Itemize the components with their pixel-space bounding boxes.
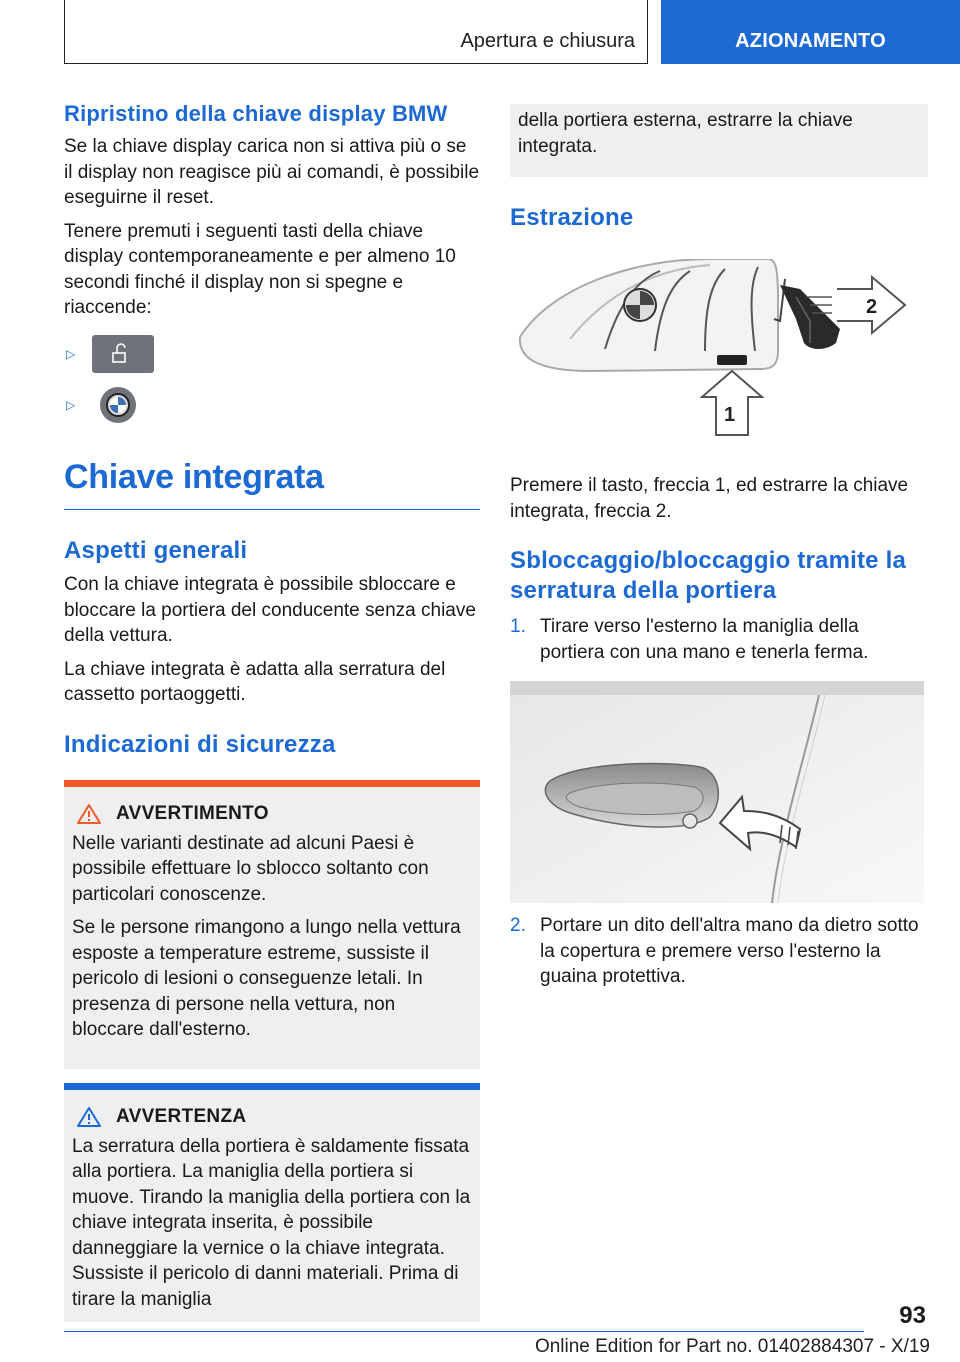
reset-paragraph-1: Se la chiave display carica non si attiva più o se il display non reagisce più ai comandi, è possibile eseguirne il reset. xyxy=(64,136,480,208)
list-item xyxy=(510,614,928,665)
steps-list-2 xyxy=(510,913,928,990)
warning-triangle-icon xyxy=(76,803,102,825)
extract-paragraph: Premere il tasto, freccia 1, ed estrarre la chiave integrata, freccia 2. xyxy=(510,475,909,522)
page-number: 93 xyxy=(899,1302,926,1329)
safety-heading: Indicazioni di sicurezza xyxy=(64,730,336,758)
key-extraction-illustration xyxy=(510,259,928,439)
footer-rule xyxy=(64,1331,864,1332)
footer-edition: Online Edition for Part no. 01402884307 - X/19 xyxy=(534,1336,930,1357)
door-handle-illustration xyxy=(510,681,924,903)
caution-title: AVVERTENZA xyxy=(116,1105,247,1127)
heading-rule xyxy=(64,509,480,511)
warning-title: AVVERTIMENTO xyxy=(116,802,269,824)
unlock-key-button-image xyxy=(92,335,154,373)
bullet-bmw-button xyxy=(64,387,480,423)
caution-paragraph-1: La serratura della portiera è saldamente fissata alla portiera. La maniglia della portiera si muove. Tirando la maniglia della portiera con la chiave integrata inserita, è possibile danneggiare la vernice o la chiave integrata. Sussiste il pericolo di danni materiali. Prima di tirare la maniglia xyxy=(72,1135,471,1310)
right-column xyxy=(510,104,928,998)
figure-label-1: 1 xyxy=(724,404,736,426)
general-paragraph-1: Con la chiave integrata è possibile sbloccare e bloccare la portiera del conducente senza chiave della vettura. xyxy=(64,574,476,646)
caution-continuation: della portiera esterna, estrarre la chiave integrata. xyxy=(518,110,853,157)
main-heading: Chiave integrata xyxy=(64,457,324,496)
header-chapter-tab xyxy=(661,0,960,64)
caution-continuation-box xyxy=(510,104,928,177)
header-section-tab xyxy=(64,0,648,64)
bmw-logo-icon xyxy=(100,387,136,423)
extract-heading: Estrazione xyxy=(510,204,634,231)
step-text: Portare un dito dell'altra mano da dietro sotto la copertura e premere verso l'esterno la guaina protettiva. xyxy=(540,915,919,987)
reset-heading: Ripristino della chiave display BMW xyxy=(64,101,448,126)
bullet-marker: ▷ xyxy=(66,346,76,361)
caution-triangle-icon xyxy=(76,1106,102,1128)
bullet-unlock-button xyxy=(64,335,480,373)
warning-paragraph-1: Nelle varianti destinate ad alcuni Paesi è possibile effettuare lo sblocco soltanto con particolari conoscenze. xyxy=(72,832,429,905)
unlock-icon xyxy=(92,335,154,373)
general-heading: Aspetti generali xyxy=(64,537,248,564)
figure-key-extraction xyxy=(510,259,928,439)
bullet-marker: ▷ xyxy=(66,397,76,412)
chapter-title: AZIONAMENTO xyxy=(735,30,886,52)
general-paragraph-2: La chiave integrata è adatta alla serratura del cassetto portaoggetti. xyxy=(64,658,446,705)
warning-box xyxy=(64,780,480,1069)
list-item xyxy=(510,913,928,990)
reset-paragraph-2: Tenere premuti i seguenti tasti della chiave display contemporaneamente e per almeno 10 secondi finché il display non si spegne e riaccende: xyxy=(64,220,456,318)
lock-heading: Sbloccaggio/bloccaggio tramite la serratura della portiera xyxy=(510,547,907,604)
figure-label-2: 2 xyxy=(866,296,878,318)
warning-title-row xyxy=(72,803,472,825)
warning-paragraph-2: Se le persone rimangono a lungo nella vettura esposte a temperature estreme, sussiste il pericolo di lesioni o conseguenze letali. In presenza di persone nella vettura, non bloccare dall'esterno. xyxy=(72,917,461,1040)
left-column xyxy=(64,100,480,1322)
caution-box xyxy=(64,1083,480,1323)
figure-door-handle xyxy=(510,681,924,903)
steps-list-1 xyxy=(510,614,928,665)
section-title: Apertura e chiusura xyxy=(460,30,635,52)
step-text: Tirare verso l'esterno la maniglia della portiera con una mano e tenerla ferma. xyxy=(540,616,869,663)
step-number: 2. xyxy=(510,915,526,936)
caution-title-row xyxy=(72,1106,472,1128)
bmw-logo-button-image xyxy=(100,387,136,423)
step-number: 1. xyxy=(510,616,526,637)
